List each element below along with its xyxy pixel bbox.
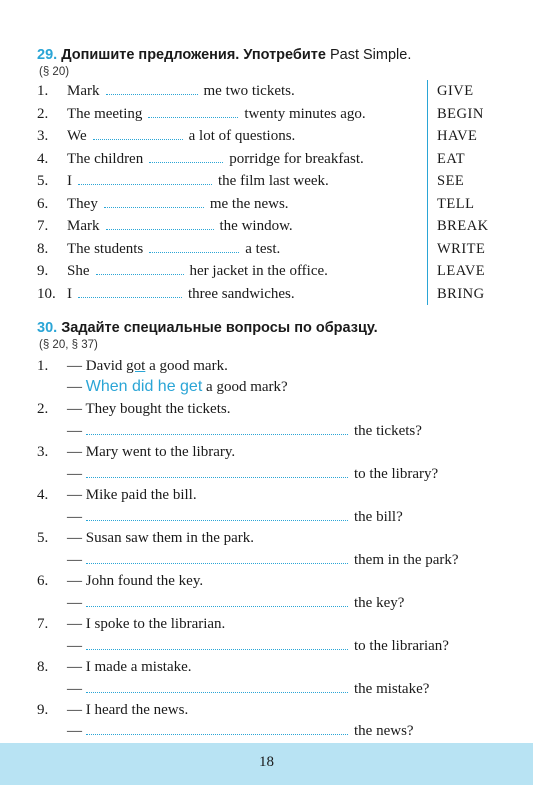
answer-line — [37, 421, 422, 441]
dash: — — [67, 723, 82, 739]
sentence-start: She — [67, 263, 90, 279]
question-text: — I heard the news. — [67, 702, 189, 718]
sentence-end: me two tickets. — [203, 83, 295, 99]
answer-line — [37, 593, 404, 613]
question-text: — John found the key. — [67, 573, 204, 589]
underlined-verb: got — [126, 358, 146, 374]
answer-end: them in the park? — [354, 552, 459, 568]
dash: — — [67, 379, 82, 395]
exercise-30-number: 30. — [37, 320, 58, 336]
verb-item: SEE — [437, 173, 465, 189]
answer-line — [37, 679, 429, 699]
question-text: — They bought the tickets. — [67, 401, 231, 417]
item-number: 3. — [37, 444, 49, 460]
verb-column — [427, 80, 508, 305]
row-number: 10. — [37, 285, 56, 302]
question-line — [37, 700, 188, 720]
question-line — [37, 571, 203, 591]
dash: — — [67, 595, 82, 611]
answer-blank[interactable] — [86, 464, 348, 478]
handwritten-answer: When did he get — [85, 378, 203, 395]
answer-end: the key? — [354, 595, 405, 611]
sentence-start: They — [67, 195, 98, 212]
row-number: 2. — [37, 105, 49, 122]
dash: — — [67, 358, 82, 374]
answer-blank[interactable] — [86, 636, 348, 650]
row-number: 6. — [37, 195, 49, 212]
ex29-row — [37, 215, 293, 237]
sentence-start: I — [67, 173, 72, 189]
row-number: 7. — [37, 218, 49, 234]
sentence-start: I — [67, 285, 72, 302]
ex29-row — [37, 238, 280, 260]
question-text: — I made a mistake. — [67, 659, 192, 675]
sentence-end: a lot of questions. — [188, 128, 296, 144]
row-number: 8. — [37, 240, 49, 257]
sentence-end: three sandwiches. — [188, 285, 295, 302]
ex29-row — [37, 80, 295, 102]
answer-blank[interactable] — [86, 593, 348, 607]
question-line — [37, 442, 235, 462]
question-line — [37, 657, 192, 677]
answer-end: the news? — [354, 723, 414, 739]
sentence-start: The students — [67, 240, 144, 257]
example-question — [37, 356, 228, 376]
sentence-start: Mark — [67, 83, 100, 99]
question-line — [37, 614, 225, 634]
item-number: 2. — [37, 401, 49, 417]
exercise-29-reference: (§ 20) — [39, 66, 70, 78]
item-number: 1. — [37, 358, 49, 374]
answer-blank[interactable] — [78, 284, 182, 298]
sentence-end: a test. — [245, 240, 281, 257]
answer-line — [37, 507, 403, 527]
dash: — — [67, 681, 82, 697]
sentence-end: me the news. — [209, 195, 289, 212]
exercise-30-heading — [37, 320, 378, 336]
answer-blank[interactable] — [93, 126, 183, 140]
answer-end: a good mark? — [206, 379, 288, 395]
row-number: 3. — [37, 128, 49, 144]
ex29-row — [37, 170, 329, 192]
dash: — — [67, 552, 82, 568]
answer-blank[interactable] — [86, 721, 348, 735]
verb-item: BREAK — [437, 218, 489, 234]
ex29-row — [37, 193, 289, 215]
exercise-29-title: Допишите предложения. Употребите — [61, 47, 326, 63]
ex29-row — [37, 283, 295, 305]
answer-blank[interactable] — [149, 239, 239, 253]
ex29-row — [37, 260, 328, 282]
dash: — — [67, 509, 82, 525]
verb-item: EAT — [437, 150, 466, 167]
answer-line — [37, 550, 459, 570]
item-number: 5. — [37, 530, 49, 546]
item-number: 6. — [37, 573, 49, 589]
verb-item: WRITE — [437, 240, 486, 257]
answer-end: to the librarian? — [354, 638, 449, 654]
answer-blank[interactable] — [86, 679, 348, 693]
row-number: 1. — [37, 83, 49, 99]
sentence-start: The meeting — [67, 105, 143, 122]
question-text: a good mark. — [149, 358, 228, 374]
sentence-start: We — [67, 128, 87, 144]
exercise-29-number: 29. — [37, 47, 58, 63]
verb-item: HAVE — [437, 128, 478, 144]
answer-end: the mistake? — [354, 681, 430, 697]
question-text: — Mary went to the library. — [67, 444, 236, 460]
answer-line — [37, 636, 449, 656]
answer-blank[interactable] — [104, 194, 204, 208]
row-number: 4. — [37, 150, 49, 167]
dash: — — [67, 423, 82, 439]
answer-blank[interactable] — [86, 550, 348, 564]
answer-blank[interactable] — [106, 216, 214, 230]
question-text: — Susan saw them in the park. — [67, 530, 255, 546]
sentence-end: the window. — [219, 218, 293, 234]
item-number: 7. — [37, 616, 49, 632]
answer-end: the tickets? — [354, 423, 422, 439]
exercise-29-tense: Past Simple. — [329, 47, 412, 63]
question-text: — Mike paid the bill. — [67, 487, 197, 503]
answer-blank[interactable] — [86, 507, 348, 521]
exercise-29-heading — [37, 47, 411, 63]
item-number: 9. — [37, 702, 49, 718]
page-number: 18 — [259, 754, 274, 770]
exercise-30-title: Задайте специальные вопросы по образцу. — [61, 320, 378, 336]
answer-blank[interactable] — [78, 171, 212, 185]
verb-item: TELL — [437, 195, 475, 212]
verb-item: LEAVE — [437, 263, 486, 279]
sentence-end: porridge for breakfast. — [229, 150, 364, 167]
sentence-end: the film last week. — [218, 173, 329, 189]
sentence-start: Mark — [67, 218, 100, 234]
ex29-row — [37, 103, 366, 125]
question-text: David — [85, 358, 123, 374]
row-number: 9. — [37, 263, 49, 279]
answer-end: the bill? — [354, 509, 403, 525]
ex29-row — [37, 125, 295, 147]
dash: — — [67, 638, 82, 654]
sentence-end: twenty minutes ago. — [244, 105, 366, 122]
item-number: 4. — [37, 487, 49, 503]
question-line — [37, 528, 254, 548]
ex29-row — [37, 148, 364, 170]
verb-item: BEGIN — [437, 105, 484, 122]
item-number: 8. — [37, 659, 49, 675]
sentence-start: The children — [67, 150, 144, 167]
answer-blank[interactable] — [106, 81, 198, 95]
answer-line — [37, 721, 414, 741]
answer-blank[interactable] — [148, 104, 238, 118]
exercise-30-reference: (§ 20, § 37) — [39, 339, 98, 351]
answer-line — [37, 464, 438, 484]
question-text: — I spoke to the librarian. — [67, 616, 226, 632]
answer-end: to the library? — [354, 466, 439, 482]
row-number: 5. — [37, 173, 49, 189]
verb-item: GIVE — [437, 83, 474, 99]
verb-item: BRING — [437, 285, 485, 302]
answer-blank[interactable] — [149, 149, 223, 163]
answer-blank[interactable] — [86, 421, 348, 435]
answer-blank[interactable] — [96, 261, 184, 275]
example-answer — [37, 377, 288, 397]
question-line — [37, 485, 197, 505]
dash: — — [67, 466, 82, 482]
question-line — [37, 399, 230, 419]
sentence-end: her jacket in the office. — [189, 263, 328, 279]
